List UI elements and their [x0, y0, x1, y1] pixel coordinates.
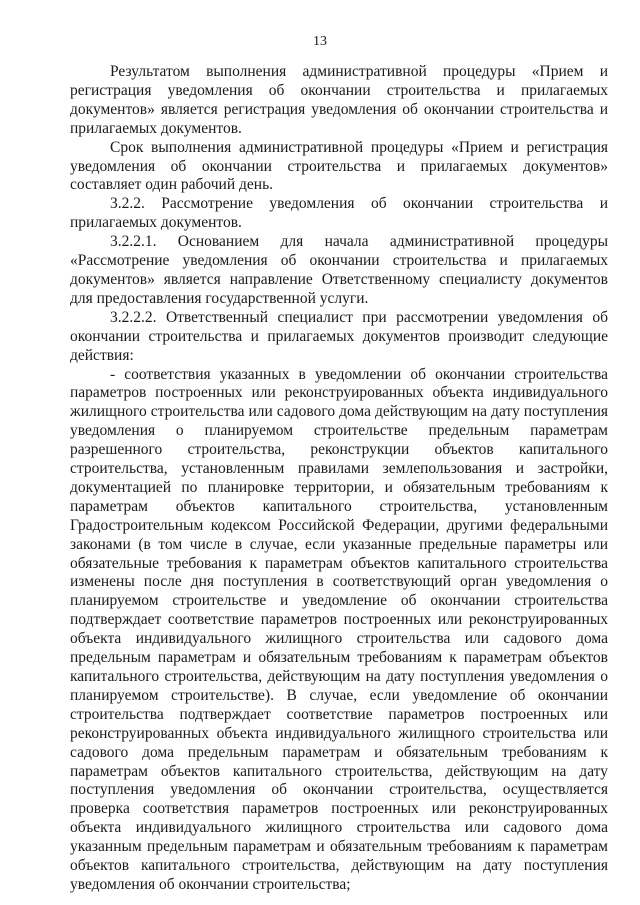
- document-body: [70, 63, 608, 895]
- section-3-2-2-heading: 3.2.2. Рассмотрение уведомления об окончании строительства и прилагаемых документов.: [70, 195, 608, 232]
- clause-3-2-2-2: 3.2.2.2. Ответственный специалист при рассмотрении уведомления об окончании строительства и прилагаемых документов производит следующие действия:: [70, 308, 608, 364]
- paragraph-result: Результатом выполнения административной процедуры «Прием и регистрация уведомления об окончании строительства и прилагаемых документов» является регистрация уведомления об окончании строительства и прилагаемых документов.: [70, 63, 608, 137]
- page-number: 13: [313, 34, 327, 49]
- paragraph-deadline: Срок выполнения административной процедуры «Прием и регистрация уведомления об окончании строительства и прилагаемых документов» составляет один рабочий день.: [70, 138, 608, 194]
- clause-3-2-2-1: 3.2.2.1. Основанием для начала административной процедуры «Рассмотрение уведомления об окончании строительства и прилагаемых документов» является направление Ответственному специалисту документов для предоставления государственной услуги.: [70, 233, 608, 307]
- list-item-compliance-check: - соответствия указанных в уведомлении об окончании строительства параметров построенных или реконструированных объекта индивидуального жилищного строительства или садового дома действующим на дату поступления уведомления о планируемом строительстве предельным параметрам разрешенного строительства, реконструкции объектов капитального строительства, установленным правилами землепользования и застройки, документацией по планировке территории, и обязательным требованиям к параметрам объектов капитального строительства, установленным Градостроительным кодексом Российской Федерации, другими федеральными законами (в том числе в случае, если указанные предельные параметры или обязательные требования к параметрам объектов капитального строительства изменены после дня поступления в соответствующий орган уведомления о планируемом строительстве и уведомление об окончании строительства подтверждает соответствие параметров построенных или реконструированных объекта индивидуального жилищного строительства или садового дома предельным параметрам и обязательным требованиям к параметрам объектов капитального строительства, действующим на дату поступления уведомления о планируемом строительстве). В случае, если уведомление об окончании строительства подтверждает соответствие параметров построенных или реконструированных объекта индивидуального жилищного строительства или садового дома предельным параметрам и обязательным требованиям к параметрам объектов капитального строительства, действующим на дату поступления уведомления об окончании строительства, осуществляется проверка соответствия параметров построенных или реконструированных объекта индивидуального жилищного строительства или садового дома указанным предельным параметрам и обязательным требованиям к параметрам объектов капитального строительства, действующим на дату поступления уведомления об окончании строительства;: [70, 365, 608, 893]
